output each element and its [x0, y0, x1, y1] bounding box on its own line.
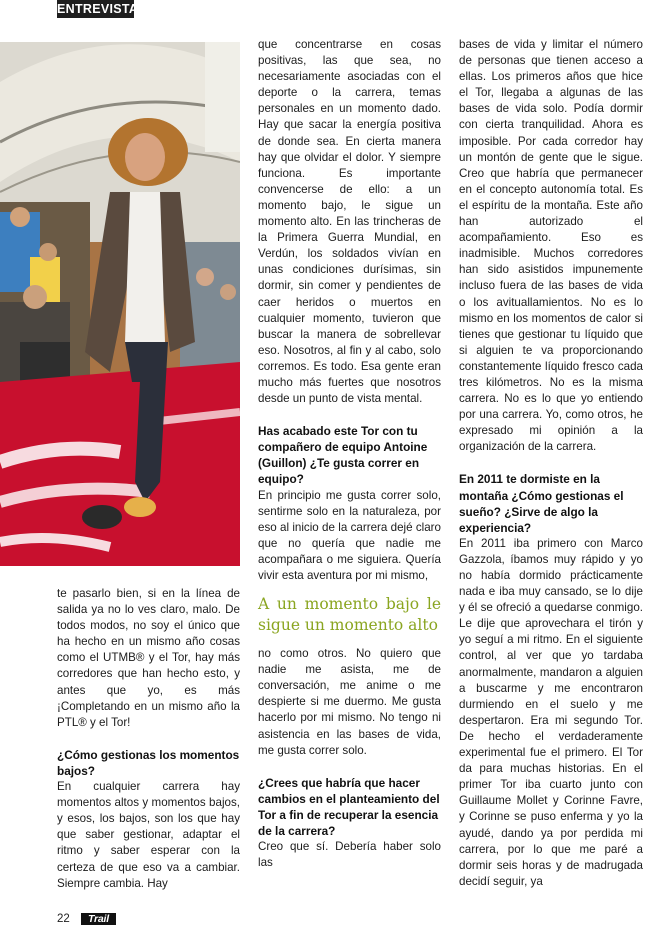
pull-quote: A un momento bajo le sigue un momento alto: [258, 595, 441, 635]
paragraph: te pasarlo bien, si en la línea de salida ya no lo ves claro, malo. De todos modos, no soy el único que ha hecho en un mismo año cosas como el UTMB® y el Tor, hay más corredores que han hecho esto, y antes que yo, es más ¡Completando en un mismo año la PTL® y el Tor!: [57, 587, 240, 729]
paragraph: bases de vida y limitar el número de personas que tienen acceso a ellas. Los primeros años que hice el Tor, llegaba a algunas de las bases de vida solo. Podía dormir con cierta tranquilidad. Ahora es imposible. Por cada corredor hay un montón de gente que le sigue. Creo que habría que permanecer en el concepto autonomía total. Es el espíritu de la montaña. Este año han autorizado el acompañamiento. Eso es inadmisible. Muchos corredores han sido asistidos impunemente incluso fuera de las bases de vida o los avituallamientos. No es lo mismo en los momentos de calor si tienes que gestionar tu líquido que si alguien te va proporcionando constantemente líquido fresco cada tres kilómetros. No es la misma carrera. No es lo que yo entiendo por una carrera. Yo, como otros, he expresado mi opinión a la organización de la carrera.: [459, 38, 643, 454]
question-heading: ¿Crees que habría que hacer cambios en el planteamiento del Tor a fin de recuperar la esencia de la carrera?: [258, 775, 440, 839]
column-1: [57, 586, 240, 892]
paragraph: En 2011 iba primero con Marco Gazzola, íbamos muy rápido y yo no había dormido prácticamente nada e iba muy cansado, se lo dije y él se ofreció a quedarse conmigo. Le dije que aprovechara el tirón y yo seguí a mi ritmo. En el siguiente control, al ver que yo tardaba anormalmente, mandaron a alguien a buscarme y me encontraron durmiendo en el suelo y me despertaron. Era mi segundo Tor. De hecho el verdaderamente experimental fue el primero. El Tor da para muchas historias. En el primer Tor iba cuarto junto con Guillaume Mollet y Corinne Favre, y Corinne se puso enferma y yo la ayudé, dando ya por perdida mi carrera, por lo que me paré a dormir seis horas y de madrugada decidí seguir, ya: [459, 536, 643, 888]
paragraph: En cualquier carrera hay momentos altos y momentos bajos, y esos, los bajos, son los que hay que saber gestionar, adaptar el ritmo y saber esperar con la certeza de que eso va a cambiar. Siempre cambia. Hay: [57, 780, 240, 890]
magazine-logo: Trail: [81, 913, 116, 925]
question-heading: ¿Cómo gestionas los momentos bajos?: [57, 747, 240, 778]
paragraph: no como otros. No quiero que nadie me asista, me de conversación, me anime o me despierte si me duermo. Me gusta hacerlo por mi mismo. No tengo ni asistencia en las bases de vida, me gusta correr solo.: [258, 647, 441, 757]
runner-photo: [0, 42, 240, 566]
section-tag: ENTREVISTA: [57, 2, 139, 16]
paragraph: Creo que sí. Debería haber solo las: [258, 840, 441, 870]
column-2: [258, 37, 441, 871]
paragraph: que concentrarse en cosas positivas, las que sea, no necesariamente asociadas con el deporte o la carrera, temas personales en un momento dado. Hay que sacar la energía positiva de donde sea. En cierta manera hay que olvidar el dolor. Y siempre funciona. Es importante convencerse de ello: a un momento bajo, le sigue un momento alto. En las trincheras de la Primera Guerra Mundial, en Verdún, los soldados vivían en unas condiciones durísimas, sin dormir, sin comer y pendientes de caer heridos o muertos en cualquier momento, tuvieron que buscar la manera de sobrellevar eso. Nosotros, al fin y al cabo, solo corremos. Es todo. Esa gente eran mucho más fuertes que nosotros desde un punto de vista mental.: [258, 38, 441, 406]
question-heading: Has acabado este Tor con tu compañero de equipo Antoine (Guillon) ¿Te gusta correr en equipo?: [258, 424, 428, 487]
column-3: [459, 37, 643, 890]
runner-photo-icon: [0, 42, 240, 566]
page-number: 22: [57, 913, 70, 925]
paragraph: En principio me gusta correr solo, sentirme solo en la naturaleza, por eso al inicio de la carrera dejé claro que no quería que nadie me acompañara o me siguiera. Quería vivir esta aventura por mi mismo,: [258, 488, 441, 582]
question-heading: En 2011 te dormiste en la montaña ¿Cómo gestionas el sueño? ¿Sirve de algo la experiencia?: [459, 472, 624, 535]
